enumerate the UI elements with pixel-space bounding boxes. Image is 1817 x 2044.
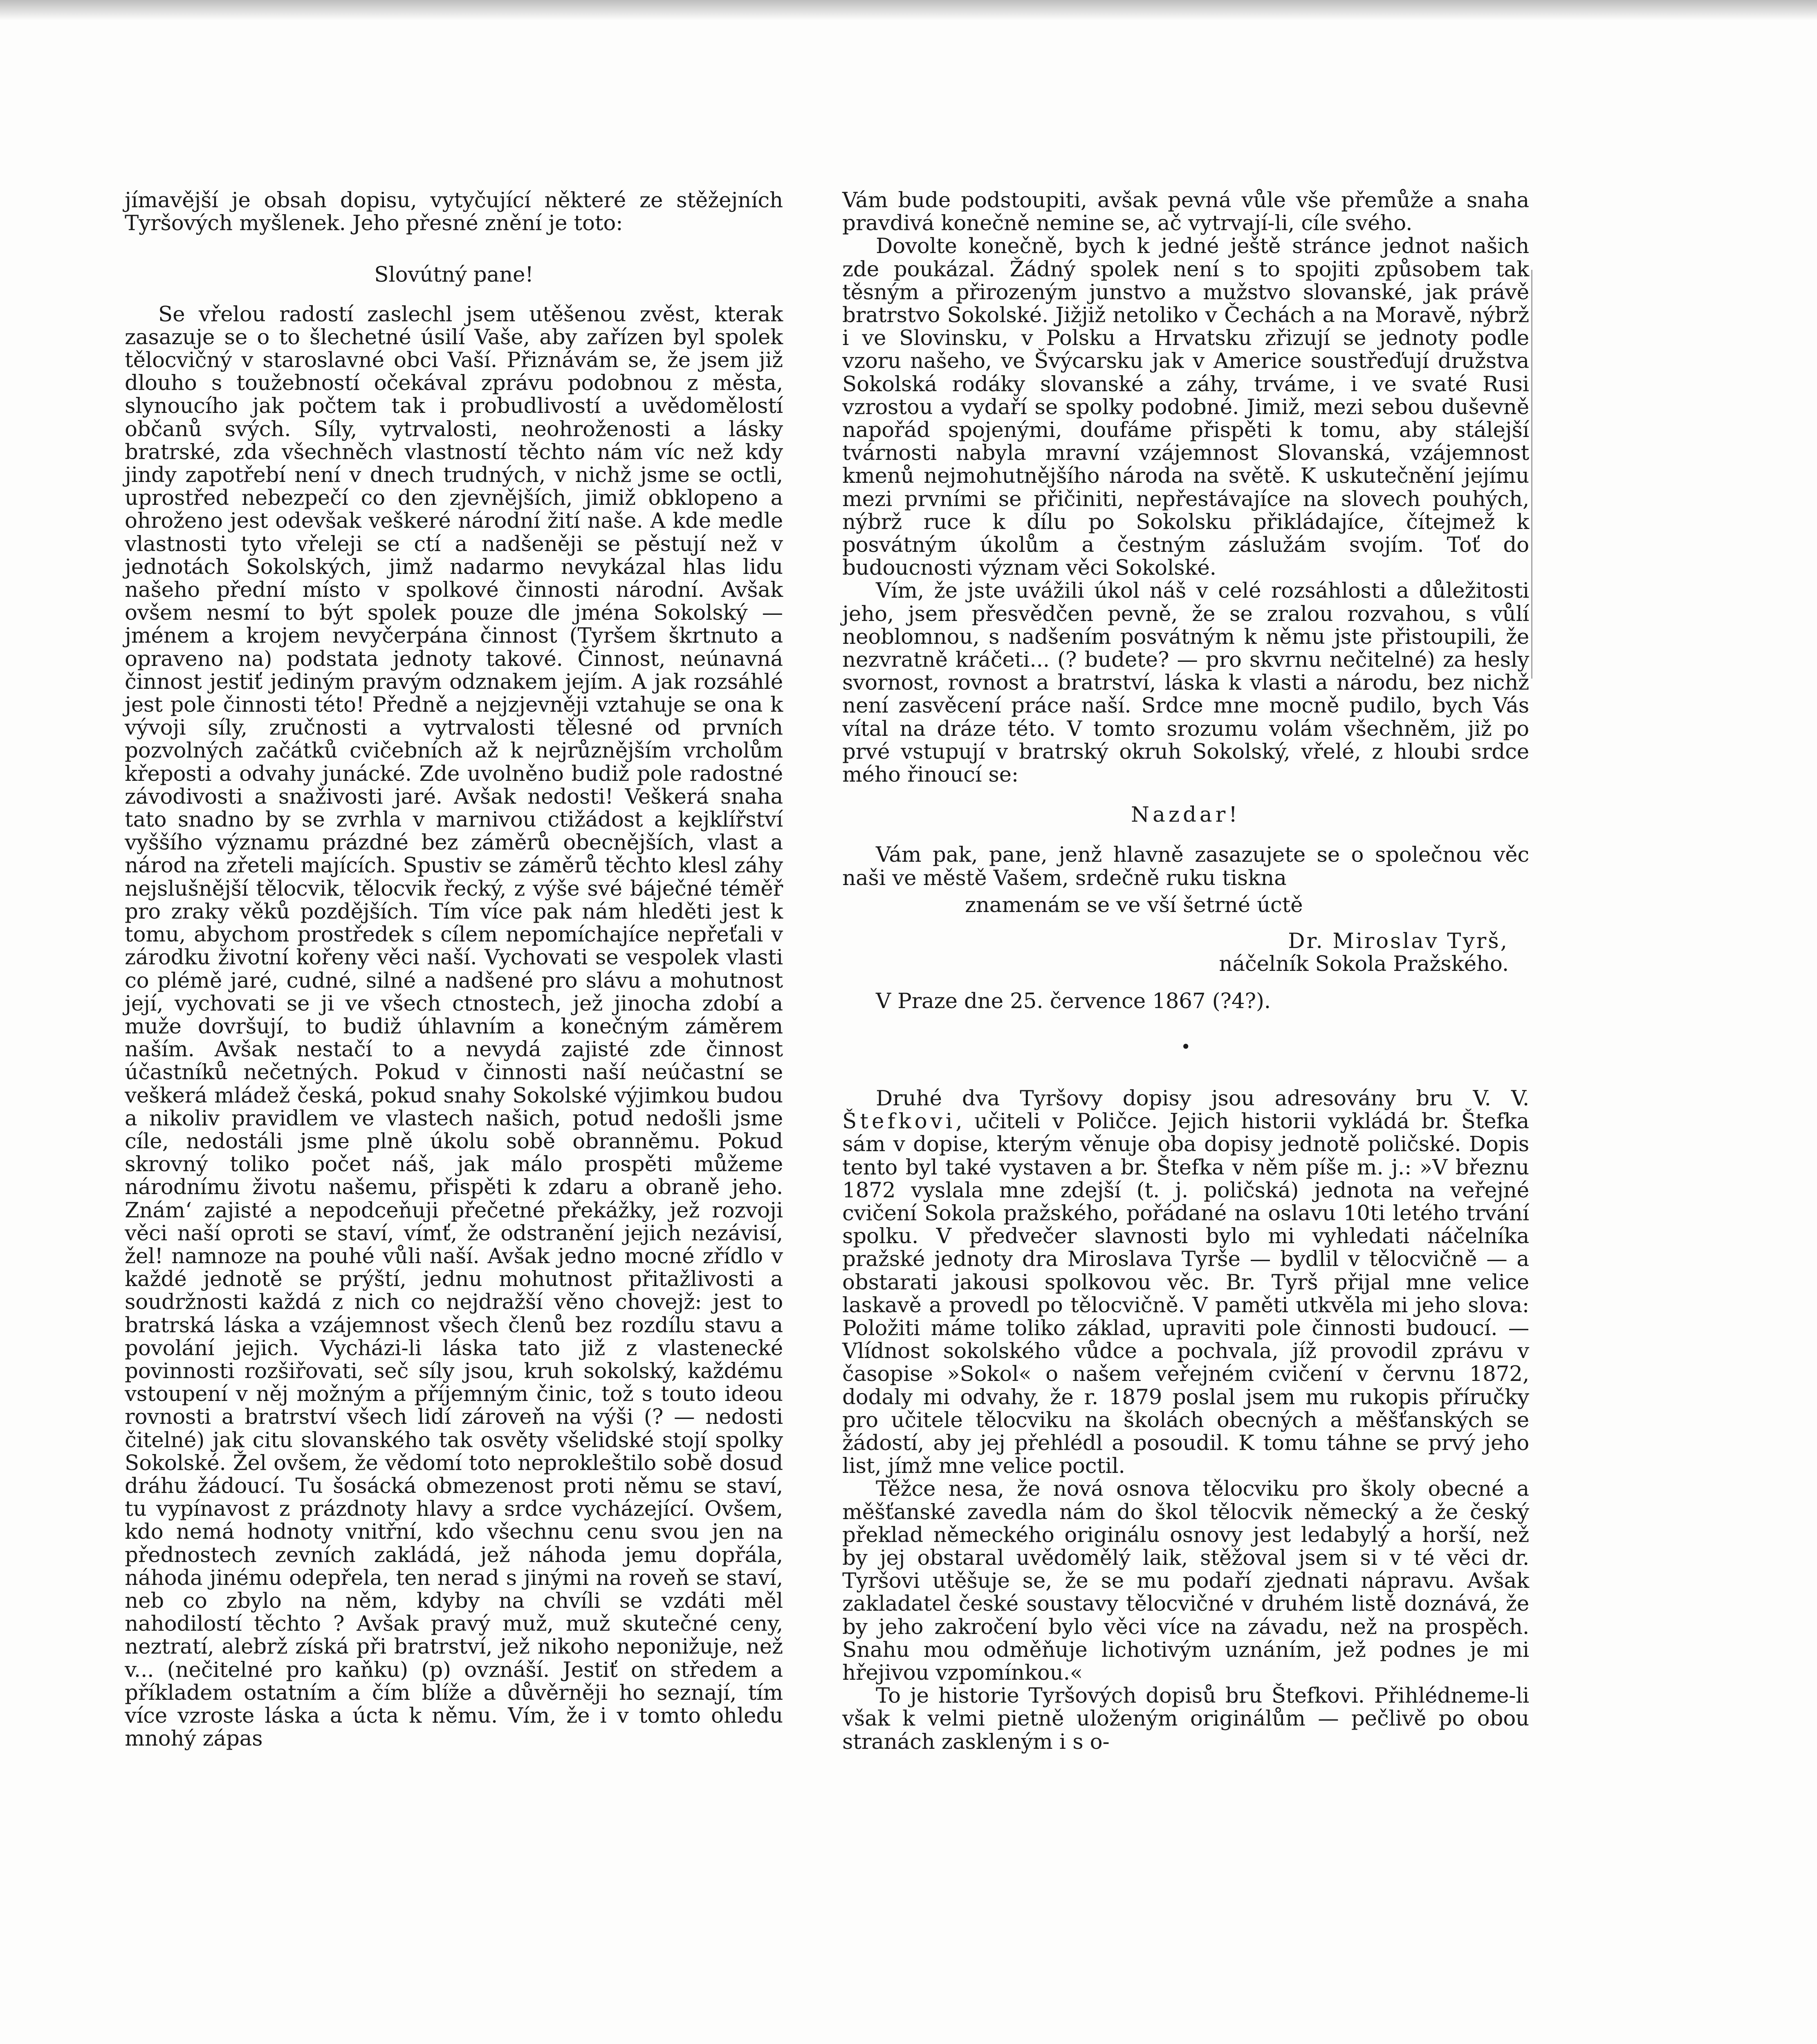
margin-pencil-mark [1531,270,1537,679]
article-paragraph-curriculum: Těžce nesa, že nová osnova tělocviku pro školy obecné a měšťanské zavedla nám do škol tělocvik německý a že český překlad německého originálu osnovy jest ledabylý a horší, než by jej obstaral uvědomělý laik, stěžoval jsem si v té věci dr. Tyršovi utěšuje se, že se mu podaří zjednati nápravu. Avšak zakladatel české soustavy tělocvičné v druhém listě doznává, že by jeho zakročení bylo věci více na závadu, než na prospěch. Snahu mou odměňuje lichotivým uznáním, jež podnes je mi hřejivou vzpomínkou.« [842,1477,1529,1685]
intro-paragraph: jímavější je obsah dopisu, vytyčující některé ze stěžejních Tyršových myšlenek. Jeho přesné znění je toto: [125,188,783,236]
letter-salutation: Slovútný pane! [374,262,534,287]
letter-date: V Praze dne 25. července 1867 (?4?). [876,988,1271,1013]
left-column [125,189,783,1750]
section-separator: • [1180,1036,1191,1057]
stefka-intro-text: Druhé dva Tyršovy dopisy jsou adresovány bru V. V. [876,1086,1529,1111]
right-column [842,189,1529,1753]
letter-farewell: Vám pak, pane, jenž hlavně zasazujete se o společnou věc naši ve městě Vašem, srdečně ruku tiskna [842,843,1529,890]
article-paragraph-stefka [842,1087,1529,1477]
signature-title: náčelník Sokola Pražského. [1219,952,1509,977]
letter-body-paragraph: Se vřelou radostí zaslechl jsem utěšenou zvěst, kterak zasazuje se o to šlechetné úsilí Vaše, aby zařízen byl spolek tělocvičný v staroslavné obci Vaší. Přiznávám se, že jsem již dlouho s toužebností očekával zprávu podobnou z města, slynoucího jak počtem tak i probudlivostí a uvědomělostí občanů svých. Síly, vytrvalosti, neohroženosti a lásky bratrské, zda všechněch vlastností těchto nám víc než kdy jindy zapotřebí není v dnech trudných, v nichž jsme se octli, uprostřed nebezpečí co den zjevnějších, jimiž obklopeno a ohroženo jest odevšak veškeré národní žití naše. A kde medle vlastnosti tyto vřeleji se ctí a nadšeněji se pěstují než v jednotách Sokolských, jimž nadarmo nevykázal hlas lidu našeho přední místo v spolkové činnosti národní. Avšak ovšem nesmí to být spolek pouze dle jména Sokolský — jménem a krojem nevyčerpána činnost (Tyršem škrtnuto a opraveno na) podstata jednoty takové. Činnost, neúnavná činnost jestiť jediným pravým odznakem jejím. A jak rozsáhlé jest pole činnosti této! Předně a nejzjevněji vztahuje se ona k vývoji síly, zručnosti a vytrvalosti tělesné od prvních pozvolných začátků cvičebních až k nejrůznějším vrcholům křeposti a odvahy junácké. Zde uvolněno budiž pole radostné závodivosti a snaživosti jaré. Avšak nedosti! Veškerá snaha tato snadno by se zvrhla v marnivou ctižádost a kejklířství vyššího významu prázdné bez záměrů obecnějších, vlast a národ na zřeteli majících. Spustiv se záměrů těchto klesl záhy nejslušnější tělocvik, tělocvik řecký, z výše své báječné téměř pro zraky věků pozdějších. Tím více pak nám hleděti jest k tomu, abychom prostředek s cílem nepomíchajíce nepřeťali v zárodku životní kořeny věci naší. Vychovati se vespolek vlasti co plémě jaré, cudné, silné a nadšené pro slávu a mohutnost její, vychovati se ji ve všech ctnostech, jež jinocha zdobí a muže dovršují, to budiž úhlavním a konečným záměrem naším. Avšak nestačí to a nevydá zajisté zde činnost účastníků nečetných. Pokud v činnosti naší neúčastní se veškerá mládež česká, pokud snahy Sokolské výjimkou budou a nikoliv pravidlem ve vlastech našich, potud nedošli jsme cíle, nedostáli jsme plně úkolu sobě obranněmu. Pokud skrovný toliko počet náš, jak málo prospěti můžeme národnímu životu našemu, přispěti k zdaru a obraně jeho. Znám‘ zajisté a nepodceňuji přečetné překážky, jež rozvoji věci naší oproti se staví, vímť, že odstranění jejich nezávisí, žel! namnoze na pouhé vůli naší. Avšak jedno mocné zřídlo v každé jednotě se prýští, jednu mohutnost přitažlivosti a soudržnosti každá z nich co nejdražší věno chovejž: jest to bratrská láska a vzájemnost všech členů bez rozdílu stavu a povolání jejich. Vycházi-li láska tato již z vlastenecké povinnosti rozšiřovati, seč síly jsou, kruh sokolský, každému vstoupení v něj možným a příjemným činic, tož s touto ideou rovnosti a bratrství všech lidí zároveň na výši (? — nedosti čitelné) jak citu slovanského tak osvěty všelidské stojí spolky Sokolské. Žel ovšem, že vědomí toto neprokleštilo sobě dosud dráhu žádoucí. Tu šosácká obmezenost proti němu se staví, tu vypínavost z prázdnoty hlavy a srdce vycházející. Ovšem, kdo nemá hodnoty vnitřní, kdo všechnu cenu svou jen na přednostech zevních zakládá, jež náhoda jemu dopřála, náhoda jinému odepřela, ten nerad s jinými na roveň se staví, neb co zbylo na něm, kdyby na chvíli se vzdáti měl nahodilostí těchto ? Avšak pravý muž, muž skutečné ceny, neztratí, alebrž získá při bratrství, jež nikoho neponižuje, než v... (nečitelné pro kaňku) (p) ovznáší. Jestiť on středem a příkladem ostatním a čím blíže a důvěrněji ho seznají, tím více vzroste láska a úcta k němu. Vím, že i v tomto ohledu mnohý zápas [125,302,783,1751]
scan-edge-shadow [0,0,1817,20]
letter-paragraph-slavic-unity: Dovolte konečně, bych k jedné ještě stránce jednot našich zde poukázal. Žádný spolek není s to spojiti způsobem tak těsným a přirozeným junstvo a mužstvo slovanské, jak právě bratrstvo Sokolské. Jižjiž netoliko v Čechách a na Moravě, nýbrž i ve Slovinsku, v Polsku a Hrvatsku zřizují se jednoty podle vzoru našeho, ve Švýcarsku jak v Americe soustřeďují družstva Sokolská rodáky slovanské a záhy, trváme, i ve svaté Rusi vzrostou a vydaří se spolky podobné. Jimiž, mezi sebou duševně napořád spojenými, doufáme přispěti k tomu, aby stálejší tvárnosti nabyla mravní vzájemnost Slovanská, vzájemnost kmenů nejmohutnějšího národa na světě. K uskutečnění jejímu mezi prvními se přičiniti, nepřestávajíce na slovech pouhých, nýbrž ruce k dílu po Sokolsku přikládajíce, čítejmež k posvátným úkolům a čestným záslužám svojím. Toť do budoucnosti význam věci Sokolské. [842,234,1529,580]
stefka-rest-text: , učiteli v Poličce. Jejich historii vykládá br. Štefka sám v dopise, kterým věnuje oba dopisy jednotě poličské. Dopis tento byl také vystaven a br. Štefka v něm píše m. j.: »V březnu 1872 vyslala mne zdejší (t. j. poličská) jednota na veřejné cvičení Sokola pražského, pořádané na oslavu 10ti letého trvání spolku. V předvečer slavnosti bylo mi vyhledati náčelníka pražské jednoty dra Miroslava Tyrše — bydlil v tělocvičně — a obstarati jakousi spolkovou věc. Br. Tyrš přijal mne velice laskavě a provedl po tělocvičně. V paměti utkvěla mi jeho slova: Položiti máme toliko základ, upraviti pole činnosti budoucí. — Vlídnost sokolského vůdce a pochvala, jíž provodil zprávu v časopise »Sokol« o našem veřejném cvičení v červnu 1872, dodaly mi odvahy, že r. 1879 poslal jsem mu rukopis příručky pro učitele tělocviku na školách obecných a měšťanských se žádostí, aby jej přehlédl a posoudil. K tomu táhne se prvý jeho list, jímž mne velice poctil. [842,1109,1529,1479]
letter-paragraph-conclusion: Vím, že jste uvážili úkol náš v celé rozsáhlosti a důležitosti jeho, jsem přesvědčen pevně, že se zralou rozvahou, s vůlí neoblomnou, s nadšením posvátným k němu jste přistoupili, že nezvratně kráčeti... (? budete? — pro skvrnu nečitelné) za hesly svornost, rovnost a bratrství, láska k vlasti a národu, bez nichž není zasvěcení práce naší. Srdce mne mocně pudilo, bych Vás vítal na dráze této. V tomto srozumu volám všechněm, již po prvé vstupují v bratrský okruh Sokolský, vřelé, z hloubi srdce mého řinoucí se: [842,578,1529,787]
letter-signature: Dr. Miroslav Tyrš, [1288,929,1509,954]
letter-continuation: Vám bude podstoupiti, avšak pevná vůle vše přemůže a snaha pravdivá konečně nemine se, ač vytrvají-li, cíle svého. [842,188,1529,236]
letter-closing: znamenám se ve vší šetrné úctě [965,892,1303,917]
nazdar-greeting: Nazdar! [1131,802,1240,827]
article-paragraph-history: To je historie Tyršových dopisů bru Štefkovi. Přihlédneme-li však k velmi pietně uloženým originálům — pečlivě po obou stranách zaskleným i s o- [842,1683,1529,1754]
stefka-name: Štefkovi [842,1109,956,1134]
